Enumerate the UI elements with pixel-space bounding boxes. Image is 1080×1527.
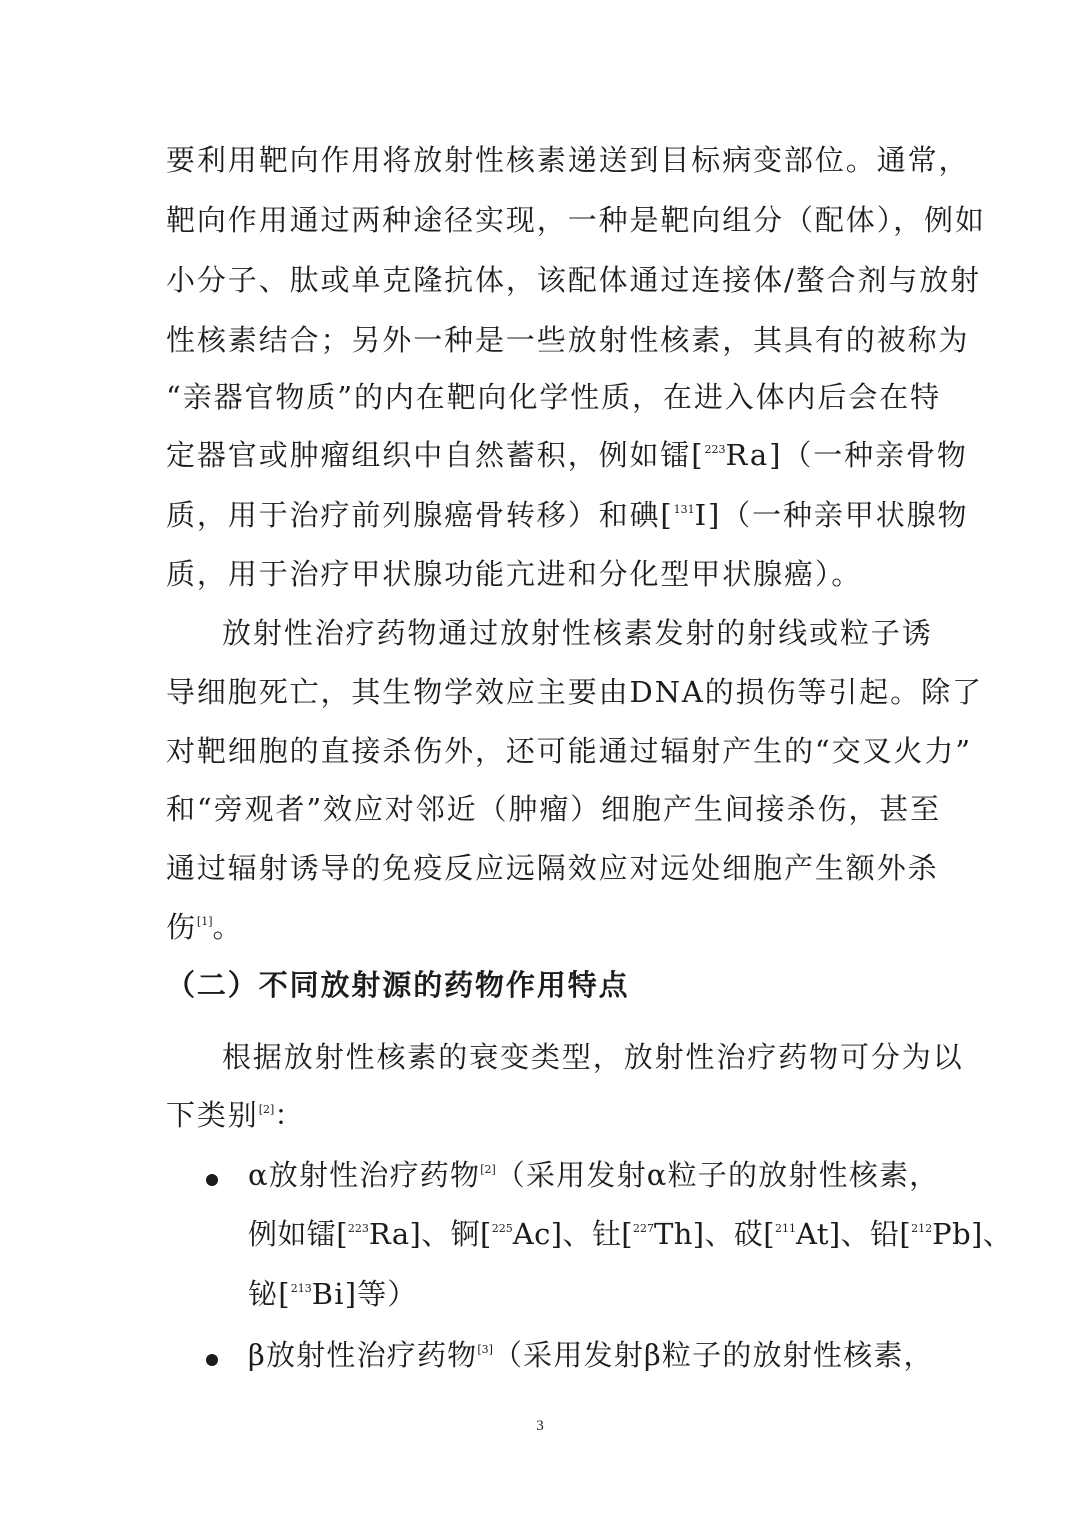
- citation-ref: [3]: [477, 1343, 493, 1356]
- text-run: Th]、砹[: [653, 1217, 776, 1251]
- bullet-dot-icon: [206, 1174, 218, 1186]
- citation-ref: [1]: [196, 915, 213, 928]
- paragraph-line: 靶向作用通过两种途径实现，一种是靶向组分（配体），例如: [166, 203, 986, 237]
- text-run: Ra]（一种亲骨物: [725, 438, 968, 472]
- paragraph-line: 根据放射性核素的衰变类型，放射性治疗药物可分为以: [222, 1040, 964, 1074]
- paragraph-line: 导细胞死亡，其生物学效应主要由DNA的损伤等引起。除了: [166, 675, 983, 709]
- text-run: 铋[: [248, 1277, 291, 1311]
- isotope-mass-number: 225: [491, 1222, 513, 1235]
- paragraph-line: 和“旁观者”效应对邻近（肿瘤）细胞产生间接杀伤，甚至: [166, 792, 942, 826]
- bullet-dot-icon: [206, 1354, 218, 1366]
- isotope-mass-number: 211: [775, 1222, 797, 1235]
- page-number: 3: [536, 1418, 544, 1434]
- paragraph-line: 性核素结合；另外一种是一些放射性核素，其具有的被称为: [166, 323, 970, 357]
- text-run: At]、铅[: [796, 1217, 912, 1251]
- text-run: 下类别: [166, 1098, 259, 1132]
- paragraph-line: [166, 497, 969, 540]
- text-run: （采用发射β粒子的放射性核素，: [492, 1338, 934, 1372]
- paragraph-line: 放射性治疗药物通过放射性核素发射的射线或粒子诱: [222, 616, 933, 650]
- text-run: 。: [212, 910, 244, 944]
- text-run: 质，用于治疗前列腺癌骨转移）和碘[: [166, 498, 674, 532]
- paragraph-line: 小分子、肽或单克隆抗体，该配体通过连接体/螯合剂与放射: [166, 263, 982, 297]
- paragraph-line: 质，用于治疗甲状腺功能亢进和分化型甲状腺癌）。: [166, 557, 863, 591]
- isotope-mass-number: 223: [704, 443, 726, 456]
- paragraph-line: [166, 1097, 926, 1140]
- isotope-mass-number: 131: [673, 503, 695, 516]
- text-run: 伤: [166, 910, 197, 944]
- citation-ref: [2]: [258, 1103, 275, 1116]
- paragraph-line: 通过辐射诱导的免疫反应远隔效应对远处细胞产生额外杀: [166, 851, 939, 885]
- text-run: Ra]、锕[: [368, 1217, 492, 1251]
- text-run: α放射性治疗药物: [248, 1158, 481, 1192]
- paragraph-line: [166, 437, 968, 480]
- isotope-mass-number: 213: [290, 1282, 312, 1295]
- isotope-mass-number: 212: [911, 1222, 933, 1235]
- text-run: 例如镭[: [248, 1217, 348, 1251]
- text-run: Bi]等）: [311, 1277, 418, 1311]
- isotope-mass-number: 223: [347, 1222, 369, 1235]
- bullet-line: [248, 1157, 948, 1200]
- bullet-line: [248, 1216, 1013, 1259]
- isotope-mass-number: 227: [632, 1222, 654, 1235]
- paragraph-line: “亲器官物质”的内在靶向化学性质，在进入体内后会在特: [166, 380, 942, 414]
- text-run: ：: [274, 1098, 306, 1132]
- paragraph-line: [166, 909, 926, 952]
- bullet-line: [248, 1337, 948, 1380]
- text-run: I]（一种亲甲状腺物: [694, 498, 969, 532]
- text-run: β放射性治疗药物: [248, 1338, 478, 1372]
- bullet-line: [248, 1276, 948, 1319]
- text-run: Ac]、钍[: [512, 1217, 633, 1251]
- section-heading: （二）不同放射源的药物作用特点: [166, 968, 630, 1002]
- paragraph-line: 要利用靶向作用将放射性核素递送到目标病变部位。通常，: [166, 143, 970, 177]
- citation-ref: [2]: [480, 1163, 496, 1176]
- text-run: 定器官或肿瘤组织中自然蓄积，例如镭[: [166, 438, 705, 472]
- text-run: Pb]、: [932, 1217, 1013, 1251]
- paragraph-line: 对靶细胞的直接杀伤外，还可能通过辐射产生的“交叉火力”: [166, 734, 972, 768]
- text-run: （采用发射α粒子的放射性核素，: [495, 1158, 940, 1192]
